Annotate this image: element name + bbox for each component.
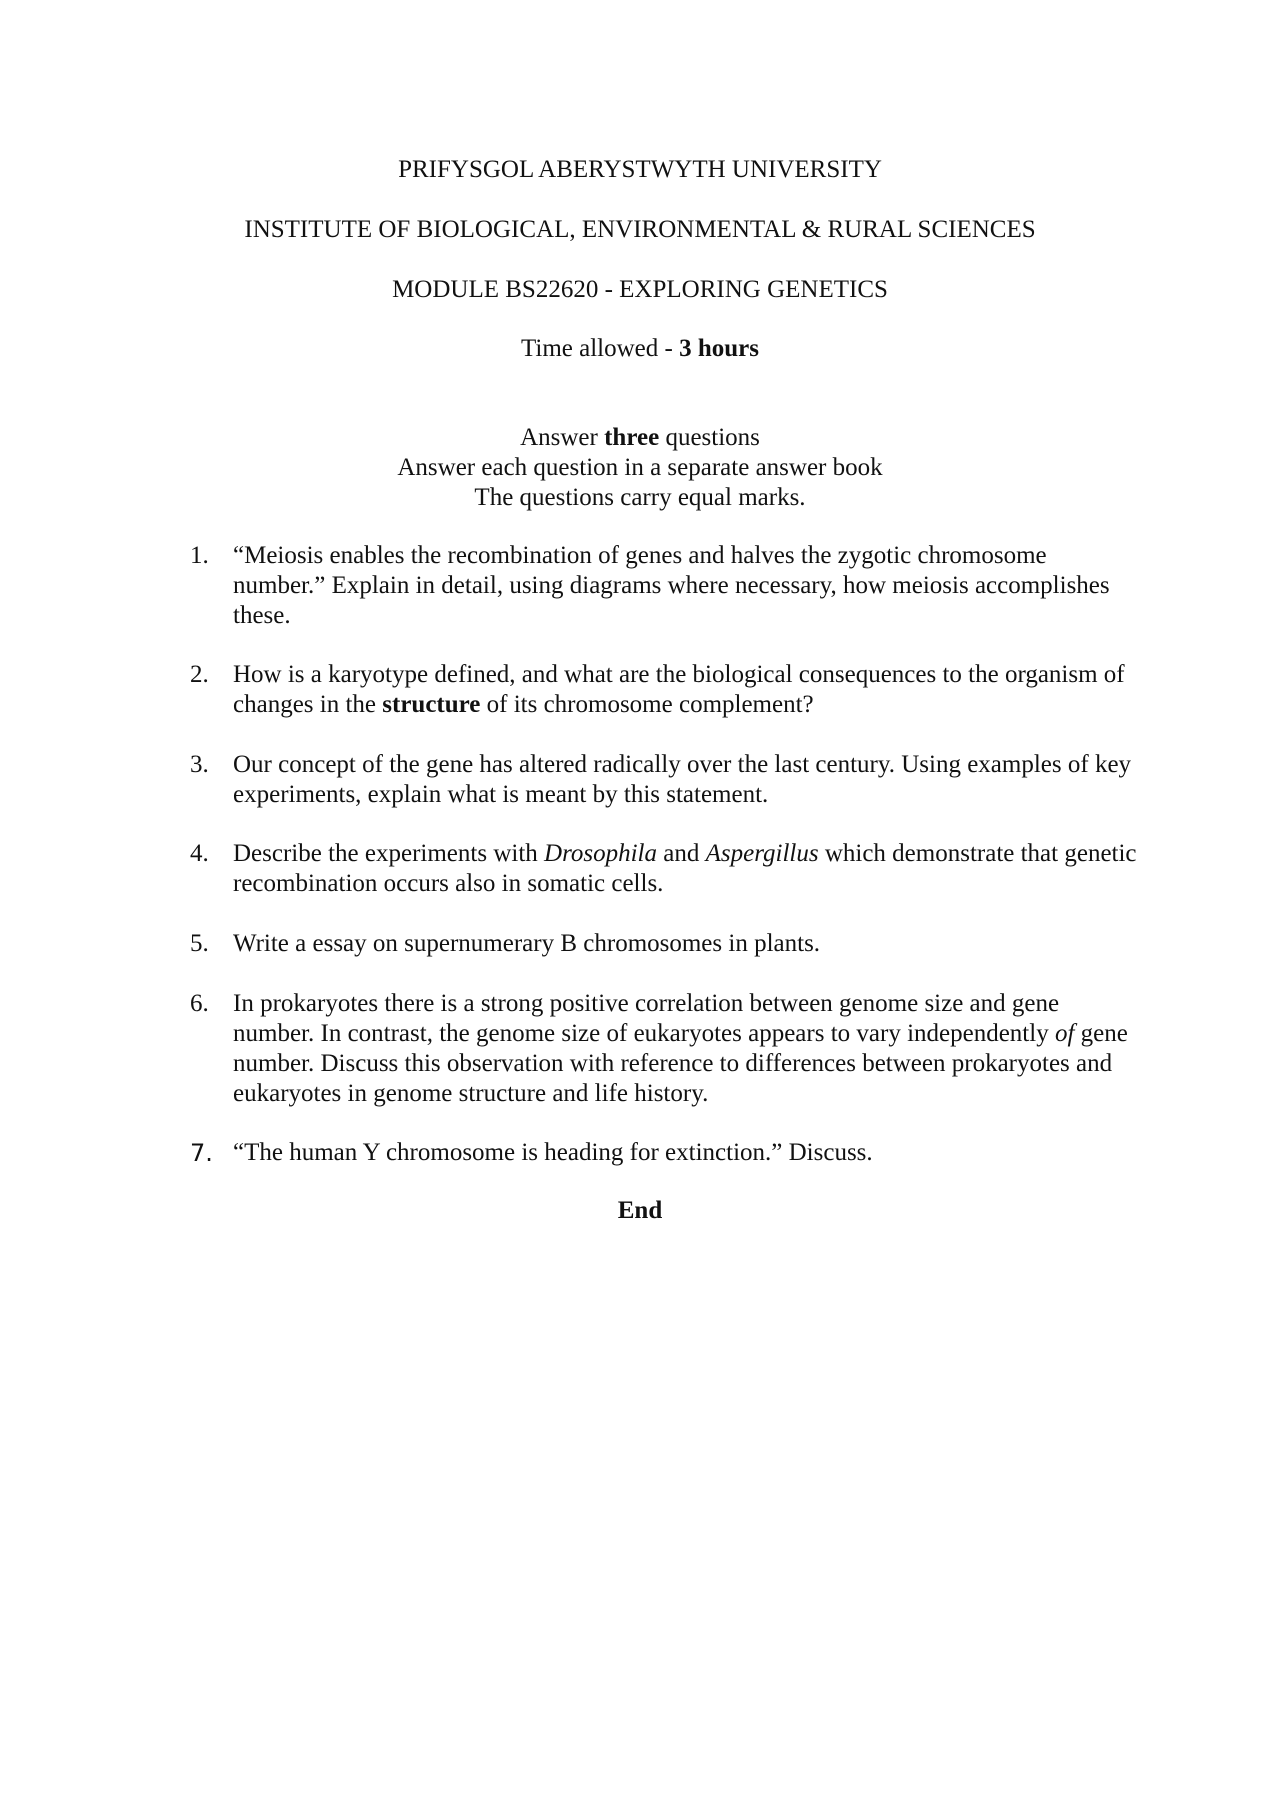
question-text-part: and bbox=[657, 840, 706, 867]
question-5 bbox=[190, 929, 1140, 959]
instruction-separate-book: Answer each question in a separate answer book bbox=[397, 454, 883, 481]
question-text: “Meiosis enables the recombination of genes and halves the zygotic chromosome number.” Explain in detail, using diagrams where necessary, how meiosis accomplishes these. bbox=[233, 542, 1110, 629]
question-text: Write a essay on supernumerary B chromosomes in plants. bbox=[233, 930, 821, 957]
time-allowed-label: Time allowed - bbox=[521, 335, 680, 362]
question-text-part: Describe the experiments with bbox=[233, 840, 545, 867]
question-emphasis: structure bbox=[382, 691, 481, 718]
university-title: PRIFYSGOL ABERYSTWYTH UNIVERSITY bbox=[398, 156, 882, 183]
module-title: MODULE BS22620 - EXPLORING GENETICS bbox=[392, 276, 888, 303]
question-text-part: of its chromosome complement? bbox=[480, 691, 814, 718]
instruction-text: questions bbox=[659, 424, 760, 451]
species-name: Aspergillus bbox=[705, 840, 819, 867]
question-text bbox=[233, 989, 1140, 1109]
question-emphasis: of bbox=[1054, 1020, 1075, 1047]
question-2 bbox=[190, 660, 1140, 720]
question-7 bbox=[190, 1138, 1140, 1168]
question-number: 2. bbox=[190, 661, 209, 688]
question-number: 6. bbox=[190, 990, 209, 1017]
question-number: 5. bbox=[190, 930, 209, 957]
question-text-part: How is a karyotype defined, and what are the biological consequences to the organism of changes in the bbox=[233, 661, 1125, 718]
species-name: Drosophila bbox=[544, 840, 657, 867]
question-4 bbox=[190, 839, 1140, 899]
question-number: 7. bbox=[190, 1139, 213, 1167]
question-text bbox=[233, 839, 1140, 899]
question-1 bbox=[190, 541, 1140, 631]
question-number: 3. bbox=[190, 751, 209, 778]
instructions-block bbox=[0, 423, 1280, 513]
question-text: “The human Y chromosome is heading for extinction.” Discuss. bbox=[233, 1139, 873, 1166]
question-text-part: gene number. Discuss this observation with reference to differences between prokaryotes and eukaryotes in genome structure and life history. bbox=[233, 1020, 1128, 1107]
question-6 bbox=[190, 989, 1140, 1109]
question-text bbox=[233, 660, 1140, 720]
question-number: 4. bbox=[190, 840, 209, 867]
institute-title: INSTITUTE OF BIOLOGICAL, ENVIRONMENTAL & RURAL SCIENCES bbox=[244, 216, 1036, 243]
question-number: 1. bbox=[190, 542, 209, 569]
end-marker: End bbox=[617, 1197, 663, 1224]
time-allowed bbox=[0, 334, 1280, 364]
instruction-emphasis: three bbox=[604, 424, 660, 451]
question-text-part: In prokaryotes there is a strong positive correlation between genome size and gene number. In contrast, the genome size of eukaryotes appears to vary independently bbox=[233, 990, 1060, 1047]
question-text: Our concept of the gene has altered radically over the last century. Using examples of key experiments, explain what is meant by this statement. bbox=[233, 751, 1132, 808]
question-3 bbox=[190, 750, 1140, 810]
instruction-answer-three bbox=[0, 423, 1280, 453]
question-text-part: which demonstrate that genetic recombination occurs also in somatic cells. bbox=[233, 840, 1137, 897]
instruction-text: Answer bbox=[520, 424, 605, 451]
instruction-equal-marks: The questions carry equal marks. bbox=[474, 484, 806, 511]
time-allowed-value: 3 hours bbox=[679, 335, 759, 362]
